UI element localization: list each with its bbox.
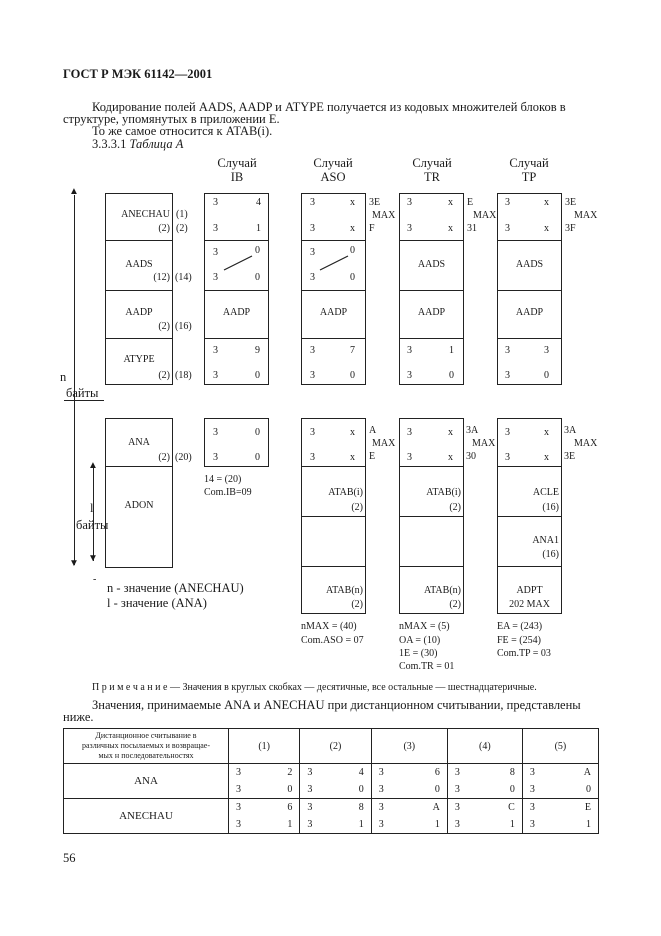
section-title: Таблица A <box>129 137 184 151</box>
ref-18: (18) <box>175 370 192 381</box>
ana-size: (2) <box>158 452 170 463</box>
bytes-label-1: байты <box>66 386 99 400</box>
ref-1: (1) <box>176 209 188 220</box>
table-row: ANA 3 2 3 0 3 4 3 0 3 6 3 0 3 8 3 0 3 A 3 0 <box>64 764 599 799</box>
page-number: 56 <box>63 851 76 865</box>
legend-n: n - значение (ANECHAU) <box>107 581 244 595</box>
tp-top-block <box>497 193 562 385</box>
legend-l: l - значение (ANA) <box>107 596 207 610</box>
n-bytes-axis <box>74 195 75 565</box>
ib-top-block <box>204 193 269 385</box>
ib-note-2: Com.IB=09 <box>204 487 252 498</box>
values-intro-2: ниже. <box>63 710 94 724</box>
ref-2: (2) <box>176 223 188 234</box>
column-header: (4) <box>447 729 522 764</box>
ref-14: (14) <box>175 272 192 283</box>
tr-top-block <box>399 193 464 385</box>
intro-line-1: Кодирование полей AADS, AADP и ATYPE получается из кодовых множителей блоков в <box>92 100 566 114</box>
n-label: n <box>60 370 67 384</box>
aso-top-block <box>301 193 366 385</box>
arrow-down-icon: ▼ <box>69 558 79 569</box>
case-aso-label: Случай ASO <box>313 156 353 184</box>
values-table <box>63 728 599 834</box>
intro-line-2: структуре, упомянутых в приложении E. <box>63 112 280 126</box>
aads-field: AADS <box>125 259 153 270</box>
bytes-label-2: байты <box>76 518 109 532</box>
arrow-up-small-icon: ▲ <box>88 460 98 471</box>
table-row: ANECHAU 3 6 3 1 3 8 3 1 3 A 3 1 3 C 3 1 3 E 3 1 <box>64 799 599 834</box>
ib-note-1: 14 = (20) <box>204 474 242 485</box>
table-header-cell: Дистанционное считывание в различных посылаемых и возвращае- мых н последовательностях <box>64 729 229 764</box>
case-ib-label: Случай IB <box>217 156 257 184</box>
atype-field: ATYPE <box>123 354 155 365</box>
ref-16: (16) <box>175 321 192 332</box>
aadp-field: AADP <box>125 307 153 318</box>
case-tp-label: Случай TP <box>509 156 549 184</box>
document-header: ГОСТ Р МЭК 61142—2001 <box>63 67 213 81</box>
remark-text: — Значения в круглых скобках — десятичные, все остальные — шестнадцатеричные. <box>167 682 537 693</box>
diagonal-line <box>222 252 254 272</box>
remark-label: П р и м е ч а н и е <box>92 682 168 693</box>
aadp-size: (2) <box>158 321 170 332</box>
case-tr-label: Случай TR <box>412 156 452 184</box>
section-heading <box>92 137 183 151</box>
adon-field: ADON <box>124 500 154 511</box>
aads-size: (12) <box>153 272 170 283</box>
column-header: (2) <box>300 729 371 764</box>
section-number: 3.3.3.1 <box>92 137 127 151</box>
atype-size: (2) <box>158 370 170 381</box>
l-label: l <box>90 501 94 515</box>
ana-field: ANA <box>128 437 150 448</box>
arrow-up-icon: ▲ <box>69 186 79 197</box>
remark <box>92 682 537 693</box>
column-header: (1) <box>229 729 300 764</box>
anechau-size: (2) <box>158 223 170 234</box>
ref-20: (20) <box>175 452 192 463</box>
values-intro-1: Значения, принимаемые ANA и ANECHAU при дистанционном считывании, представлены <box>92 698 581 712</box>
arrow-down-small-icon: ▼ <box>88 553 98 564</box>
intro-line-3: То же самое относится к ATAB(i). <box>92 124 273 138</box>
column-header: (3) <box>371 729 447 764</box>
column-header: (5) <box>522 729 598 764</box>
anechau-field: ANECHAU <box>121 209 170 220</box>
separator-line <box>64 400 104 401</box>
diagonal-line <box>318 252 350 272</box>
